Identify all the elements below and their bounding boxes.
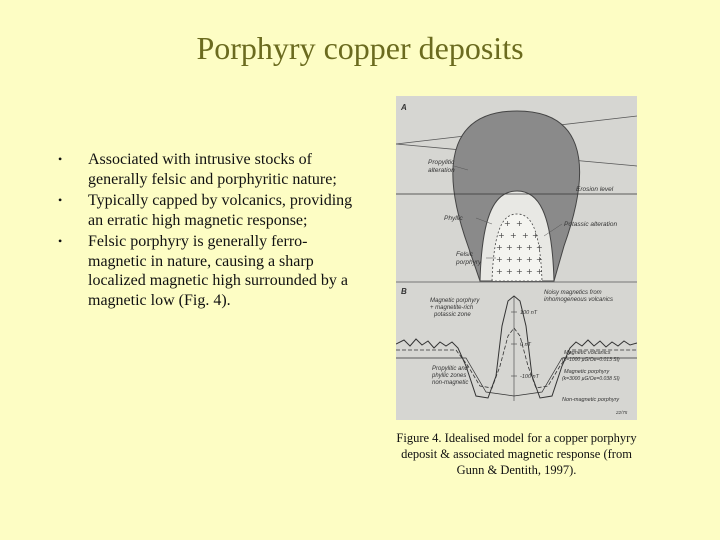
bullet-marker: • xyxy=(58,193,63,207)
bullet-marker: • xyxy=(58,234,63,248)
panel-a xyxy=(396,103,637,281)
tick-label-100: 100 nT xyxy=(520,310,538,316)
mag-porphyry-label-1: Magnetic porphyry xyxy=(430,298,480,304)
svg-text:+: + xyxy=(504,219,511,228)
panel-b xyxy=(396,287,637,415)
propylitic-zones-label-3: non-magnetic xyxy=(432,380,469,386)
svg-text:+: + xyxy=(516,219,523,228)
bullet-item xyxy=(56,232,356,310)
figure-code: 22/75 xyxy=(616,410,628,415)
propylitic-label: Propylitic xyxy=(428,159,455,166)
svg-text:+: + xyxy=(526,267,533,276)
propylitic-zones-label-1: Propylitic and xyxy=(432,366,469,372)
svg-text:+: + xyxy=(506,255,513,264)
slide-title: Porphyry copper deposits xyxy=(196,30,524,66)
porphyry-label: porphyry xyxy=(456,259,482,266)
svg-text:+: + xyxy=(536,243,543,252)
bullet-item xyxy=(56,191,356,230)
phyllic-label: Phyllic xyxy=(444,215,463,222)
alteration-label: alteration xyxy=(428,167,455,174)
felsic-label: Felsic xyxy=(456,251,473,258)
svg-text:+: + xyxy=(510,231,517,240)
svg-text:+: + xyxy=(522,231,529,240)
mag-volcanics-label-1: Magnetic volcanics xyxy=(564,350,611,356)
svg-text:+: + xyxy=(498,231,505,240)
potassic-label: Potassic alteration xyxy=(564,221,618,228)
figure-drawing xyxy=(396,96,637,420)
propylitic-zones-label-2: phyllic zones xyxy=(432,373,467,379)
noisy-label-1: Noisy magnetics from xyxy=(544,290,602,296)
tick-label-0: 0 nT xyxy=(520,342,532,348)
bullet-list xyxy=(56,150,356,312)
svg-text:+: + xyxy=(536,267,543,276)
bullet-text: Associated with intrusive stocks of generally felsic and porphyritic nature; xyxy=(88,151,337,188)
mag-porph-label-2: (k=3000 µG/Oe=0.038 SI) xyxy=(562,376,620,382)
figure-caption: Figure 4. Idealised model for a copper porphyry deposit & associated magnetic response (from Gunn & Dentith, 1997). xyxy=(396,431,637,477)
svg-text:+: + xyxy=(526,255,533,264)
svg-text:+: + xyxy=(506,243,513,252)
tick-label-minus-100: -100 nT xyxy=(520,374,539,380)
mag-porph-label-1: Magnetic porphyry xyxy=(564,369,610,375)
noisy-label-2: inhomogeneous volcanics xyxy=(544,297,614,303)
panel-b-letter: B xyxy=(401,287,407,296)
svg-text:+: + xyxy=(526,243,533,252)
svg-text:+: + xyxy=(532,231,539,240)
svg-text:+: + xyxy=(516,255,523,264)
bullet-text: Typically capped by volcanics, providing an erratic high magnetic response; xyxy=(88,192,353,229)
mag-porphyry-label-2: + magnetite-rich xyxy=(430,305,474,311)
mag-volcanics-label-2: (k=1000 µG/Oe=0.013 SI) xyxy=(562,357,620,363)
non-magnetic-label: Non-magnetic porphyry xyxy=(562,397,620,403)
svg-text:+: + xyxy=(516,243,523,252)
panel-a-letter: A xyxy=(401,103,407,112)
svg-text:+: + xyxy=(506,267,513,276)
mag-porphyry-label-3: potassic zone xyxy=(434,312,471,318)
erosion-level-label: Erosion level xyxy=(576,186,614,193)
svg-text:+: + xyxy=(536,255,543,264)
bullet-item xyxy=(56,150,356,189)
svg-text:+: + xyxy=(496,243,503,252)
bullet-text: Felsic porphyry is generally ferro-magnetic in nature, causing a sharp localized magnetic high surrounded by a magnetic low (Fig. 4). xyxy=(88,233,348,309)
porphyry-model-figure xyxy=(396,96,637,420)
svg-text:+: + xyxy=(516,267,523,276)
svg-text:+: + xyxy=(496,267,503,276)
bullet-marker: • xyxy=(58,152,63,166)
svg-text:+: + xyxy=(496,255,503,264)
